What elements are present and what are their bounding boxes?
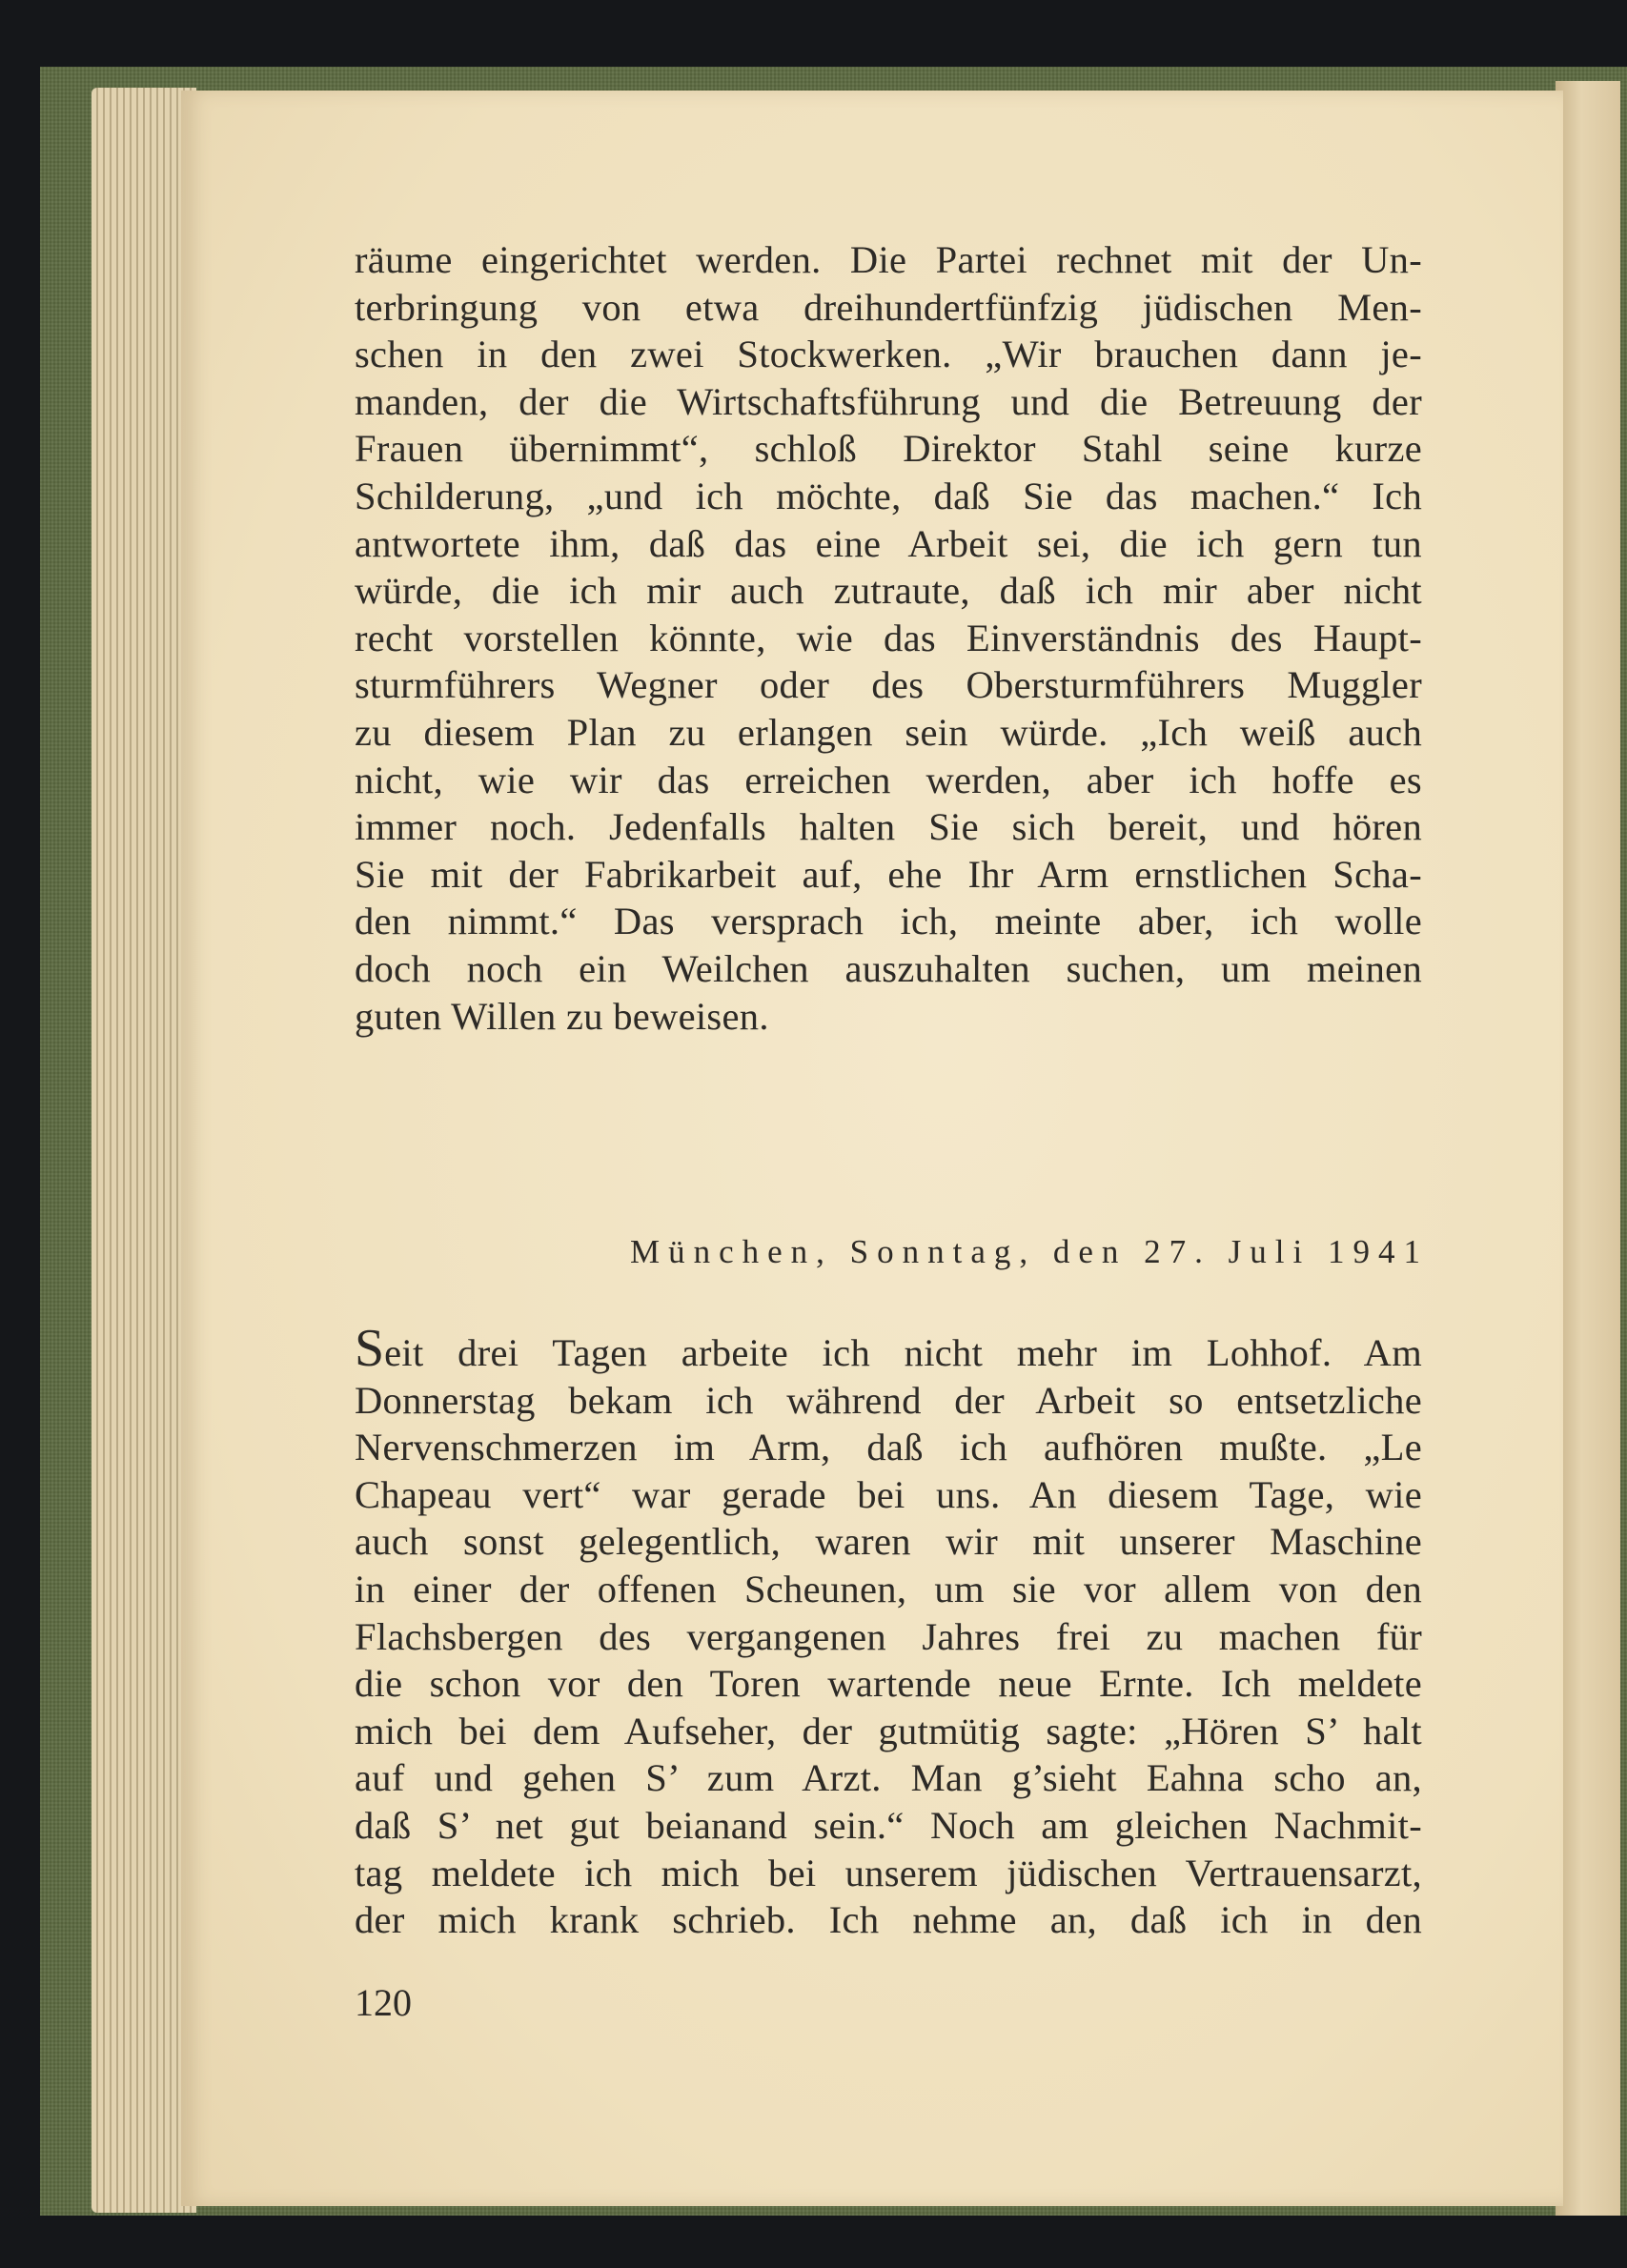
paragraph-1-line: manden, der die Wirtschaftsführung und die Betreuung der [355, 379, 1422, 423]
paragraph-2-line: auf und gehen S’ zum Arzt. Man g’sieht Eahna scho an, [355, 1756, 1422, 1800]
drop-cap: S [355, 1319, 385, 1378]
paragraph-1-line: guten Willen zu beweisen. [355, 994, 769, 1038]
paragraph-1-line: antwortete ihm, daß das eine Arbeit sei, die ich gern tun [355, 521, 1422, 565]
paragraph-2-line: der mich krank schrieb. Ich nehme an, daß ich in den [355, 1898, 1422, 1942]
paragraph-2-line: tag meldete ich mich bei unserem jüdischen Vertrauensarzt, [355, 1851, 1422, 1894]
page-number: 120 [355, 1981, 412, 2024]
paragraph-2-line: in einer der offenen Scheunen, um sie vor allem von den [355, 1567, 1422, 1610]
paragraph-2-line: Donnerstag bekam ich während der Arbeit so entsetzliche [355, 1378, 1422, 1422]
paragraph-2 [355, 1319, 1422, 1944]
paragraph-2-line: die schon vor den Toren wartende neue Ernte. Ich meldete [355, 1662, 1422, 1706]
paragraph-2-first-line [355, 1319, 1422, 1378]
paragraph-1-line: sturmführers Wegner oder des Obersturmführers Muggler [355, 663, 1422, 707]
paragraph-1-line: recht vorstellen könnte, wie das Einverständnis des Haupt- [355, 616, 1422, 659]
book-gutter [1556, 81, 1620, 2216]
paragraph-2-line: Flachsbergen des vergangenen Jahres frei zu machen für [355, 1614, 1422, 1658]
paragraph-2-line: daß S’ net gut beianand sein.“ Noch am gleichen Nachmit- [355, 1803, 1422, 1847]
paragraph-1-line: schen in den zwei Stockwerken. „Wir brauchen dann je- [355, 333, 1422, 376]
dateline-heading: München, Sonntag, den 27. Juli 1941 [629, 1233, 1429, 1270]
paragraph-2-line: Nervenschmerzen im Arm, daß ich aufhören mußte. „Le [355, 1426, 1422, 1469]
paragraph-2-line: auch sonst gelegentlich, waren wir mit unserer Maschine [355, 1520, 1422, 1564]
paragraph-1-line: Frauen übernimmt“, schloß Direktor Stahl seine kurze [355, 427, 1422, 471]
paragraph-1-line: immer noch. Jedenfalls halten Sie sich bereit, und hören [355, 805, 1422, 849]
paragraph-1-line: Sie mit der Fabrikarbeit auf, ehe Ihr Arm ernstlichen Scha- [355, 852, 1422, 896]
paragraph-2-line: mich bei dem Aufseher, der gutmütig sagte: „Hören S’ halt [355, 1709, 1422, 1752]
paragraph-1-line: würde, die ich mir auch zutraute, daß ich mir aber nicht [355, 569, 1422, 613]
paragraph-2-line: Chapeau vert“ war gerade bei uns. An diesem Tage, wie [355, 1472, 1422, 1516]
paragraph-1-line: den nimmt.“ Das versprach ich, meinte aber, ich wolle [355, 900, 1422, 943]
paragraph-1-line: terbringung von etwa dreihundertfünfzig jüdischen Men- [355, 285, 1422, 329]
paragraph-1 [355, 236, 1422, 1040]
paragraph-1-line: räume eingerichtet werden. Die Partei rechnet mit der Un- [355, 238, 1422, 281]
paragraph-1-line: zu diesem Plan zu erlangen sein würde. „Ich weiß auch [355, 710, 1422, 754]
paragraph-1-line: nicht, wie wir das erreichen werden, aber ich hoffe es [355, 758, 1422, 801]
paragraph-1-line: Schilderung, „und ich möchte, daß Sie das machen.“ Ich [355, 474, 1422, 517]
first-line-text: eit drei Tagen arbeite ich nicht mehr im Lohhof. Am [384, 1331, 1422, 1374]
paragraph-1-line: doch noch ein Weilchen auszuhalten suchen, um meinen [355, 946, 1422, 990]
